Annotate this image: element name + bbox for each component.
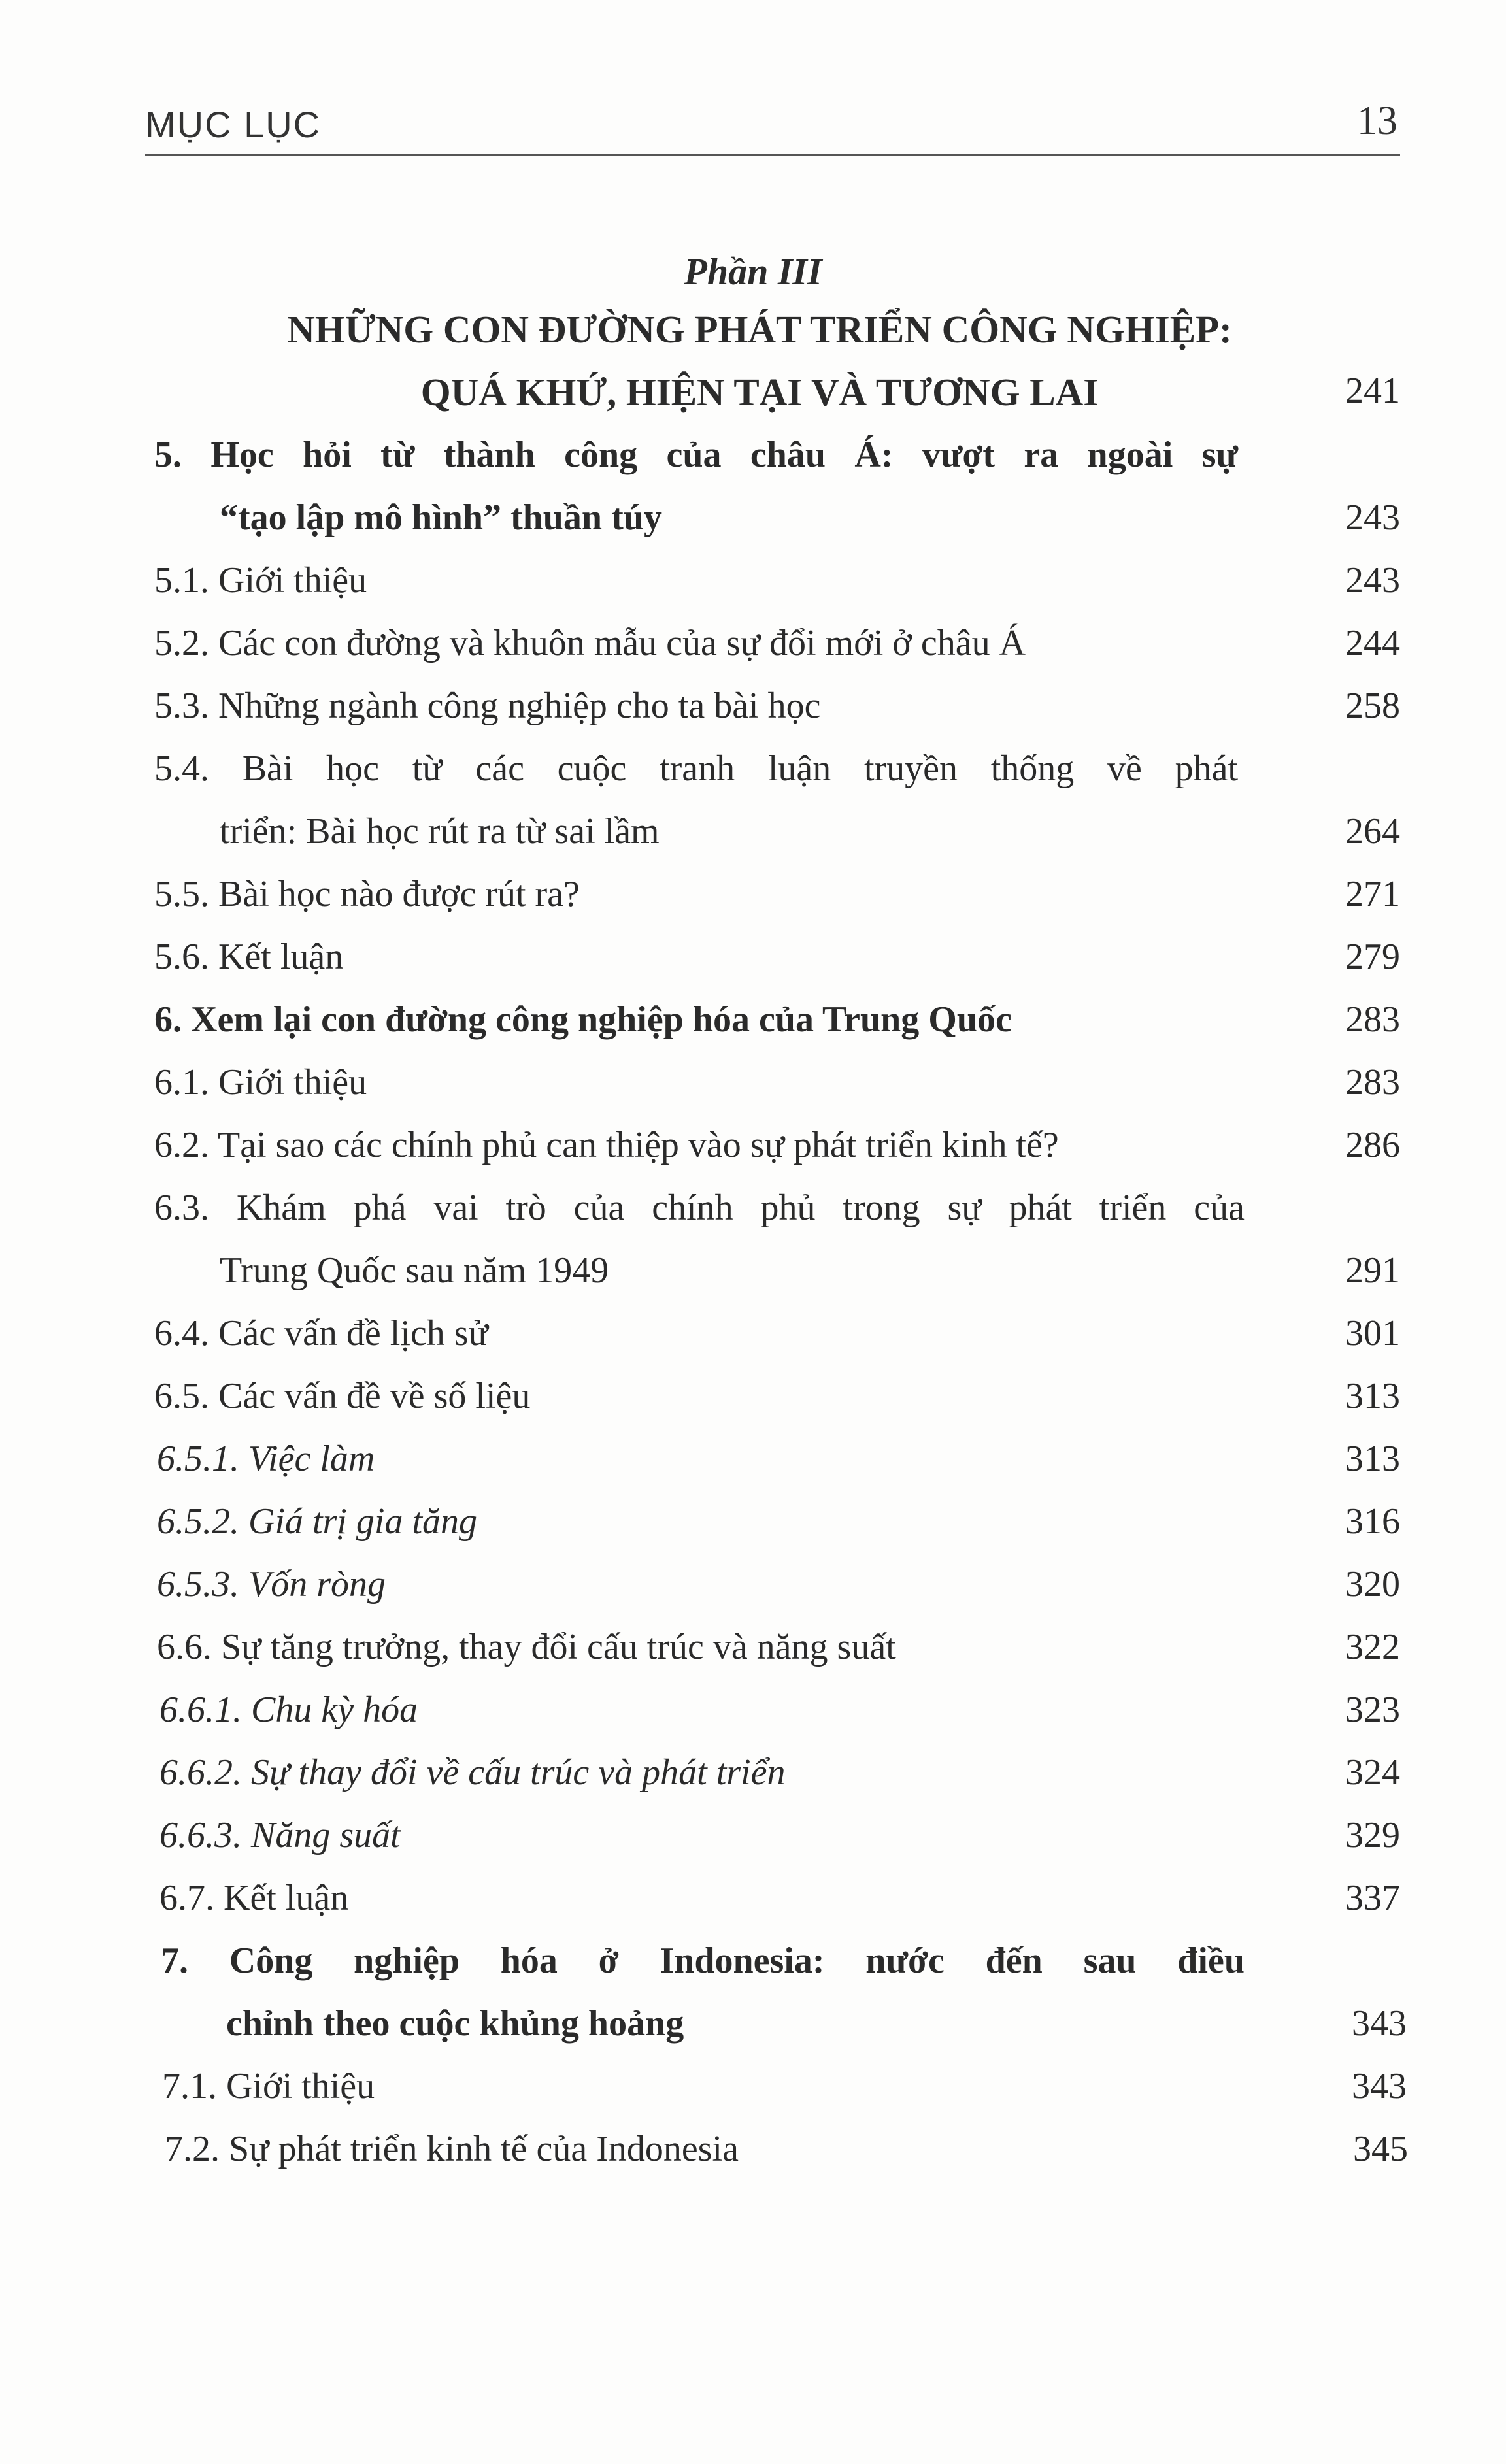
part-label: Phần III [684,250,822,293]
toc-page: 243 [1345,560,1400,601]
toc-page: 343 [1352,2066,1407,2106]
toc-entry-label: 7.2. Sự phát triển kinh tế của Indonesia [165,2129,739,2169]
toc-entry-6-6[interactable] [0,1626,1506,1678]
toc-entry-label: 6.6. Sự tăng trưởng, thay đổi cấu trúc và năng suất [157,1627,896,1667]
toc-chapter-7[interactable] [0,1940,1506,1992]
toc-entry-6-3[interactable] [0,1187,1506,1239]
toc-entry-label: 6.6.1. Chu kỳ hóa [159,1690,418,1730]
toc-entry-label: 5.5. Bài học nào được rút ra? [154,874,580,914]
toc-page: 258 [1345,686,1400,726]
toc-entry-label: triển: Bài học rút ra từ sai lầm [220,811,660,852]
toc-entry-label: 6.6.2. Sự thay đổi về cấu trúc và phát triển [159,1752,786,1793]
toc-entry-6-6-1[interactable] [0,1689,1506,1741]
running-head-title: MỤC LỤC [145,104,322,145]
toc-entry-6-5-3[interactable] [0,1563,1506,1616]
toc-page: 291 [1345,1250,1400,1291]
toc-page: 313 [1345,1376,1400,1416]
toc-entry-6-7[interactable] [0,1877,1506,1929]
toc-entry-6-5-2[interactable] [0,1501,1506,1553]
toc-entry-label: 5.4. Bài học từ các cuộc tranh luận truyền thống về phát [154,748,1238,789]
toc-page: 324 [1345,1752,1400,1793]
toc-entry-label: Trung Quốc sau năm 1949 [220,1250,609,1291]
toc-page: 286 [1345,1125,1400,1165]
toc-page: 244 [1345,623,1400,663]
toc-entry-label: 6.1. Giới thiệu [154,1062,367,1103]
page-number: 13 [1357,99,1397,143]
toc-entry-label: 6.7. Kết luận [159,1878,349,1918]
toc-chapter-7-cont[interactable] [0,2003,1506,2055]
toc-entry-label: 6.6.3. Năng suất [159,1815,401,1856]
toc-entry-part[interactable] [0,370,1506,422]
toc-page: 283 [1345,999,1400,1040]
toc-chapter-5[interactable] [0,434,1506,486]
running-head [145,98,1400,157]
toc-entry-label: 6.5.1. Việc làm [157,1439,375,1479]
toc-page: 345 [1353,2129,1408,2169]
toc-entry-6-6-2[interactable] [0,1752,1506,1804]
toc-entry-6-5[interactable] [0,1375,1506,1427]
toc-entry-label: 7.1. Giới thiệu [162,2066,375,2106]
toc-page: 279 [1345,937,1400,977]
toc-entry-6-3-cont[interactable] [0,1250,1506,1302]
part-title-line1: NHỮNG CON ĐƯỜNG PHÁT TRIỂN CÔNG NGHIỆP: [287,308,1232,351]
toc-page: 301 [1345,1313,1400,1354]
toc-entry-5-5[interactable] [0,873,1506,925]
toc-page: 271 [1345,874,1400,914]
toc-entry-label: 5. Học hỏi từ thành công của châu Á: vượt ra ngoài sự [154,435,1238,475]
toc-page: 337 [1345,1878,1400,1918]
toc-entry-7-1[interactable] [0,2065,1506,2118]
toc-entry-6-5-1[interactable] [0,1438,1506,1490]
part-title-line2: QUÁ KHỨ, HIỆN TẠI VÀ TƯƠNG LAI [420,371,1099,414]
toc-entry-label: 6.5. Các vấn đề về số liệu [154,1376,531,1416]
toc-entry-label: 7. Công nghiệp hóa ở Indonesia: nước đến sau điều [161,1940,1245,1981]
toc-page: 243 [1345,497,1400,538]
toc-page: 323 [1345,1690,1400,1730]
toc-entry-5-2[interactable] [0,622,1506,674]
toc-entry-label: “tạo lập mô hình” thuần túy [220,497,662,538]
toc-entry-5-1[interactable] [0,559,1506,612]
toc-entry-label: 5.6. Kết luận [154,937,344,977]
toc-page: 241 [1345,371,1400,411]
toc-entry-5-3[interactable] [0,685,1506,737]
toc-entry-5-4-cont[interactable] [0,810,1506,863]
toc-page: 316 [1345,1501,1400,1542]
toc-entry-label: 6.4. Các vấn đề lịch sử [154,1313,488,1354]
toc-entry-label: 6. Xem lại con đường công nghiệp hóa của Trung Quốc [154,999,1012,1040]
toc-chapter-5-cont[interactable] [0,497,1506,549]
toc-entry-6-6-3[interactable] [0,1814,1506,1867]
toc-page: 313 [1345,1439,1400,1479]
toc-entry-6-1[interactable] [0,1061,1506,1114]
toc-page: 283 [1345,1062,1400,1103]
toc-entry-6-4[interactable] [0,1312,1506,1365]
toc-page: 343 [1352,2003,1407,2044]
toc-page: 329 [1345,1815,1400,1856]
toc-page: 264 [1345,811,1400,852]
toc-entry-label: 6.3. Khám phá vai trò của chính phủ trong sự phát triển của [154,1188,1245,1228]
toc-entry-label: 5.1. Giới thiệu [154,560,367,601]
toc-entry-label: 5.2. Các con đường và khuôn mẫu của sự đổi mới ở châu Á [154,623,1026,663]
header-rule [145,154,1400,156]
toc-entry-label: 5.3. Những ngành công nghiệp cho ta bài học [154,686,821,726]
toc-entry-label: chỉnh theo cuộc khủng hoảng [226,2003,684,2044]
toc-chapter-6[interactable] [0,999,1506,1051]
toc-entry-label: 6.5.2. Giá trị gia tăng [157,1501,478,1542]
toc-entry-5-4[interactable] [0,748,1506,800]
toc-entry-5-6[interactable] [0,936,1506,988]
toc-entry-7-2[interactable] [0,2128,1506,2180]
toc-page: 320 [1345,1564,1400,1605]
toc-page: 322 [1345,1627,1400,1667]
toc-entry-label: 6.5.3. Vốn ròng [157,1564,386,1605]
toc-entry-6-2[interactable] [0,1124,1506,1176]
toc-entry-label: 6.2. Tại sao các chính phủ can thiệp vào sự phát triển kinh tế? [154,1125,1059,1165]
